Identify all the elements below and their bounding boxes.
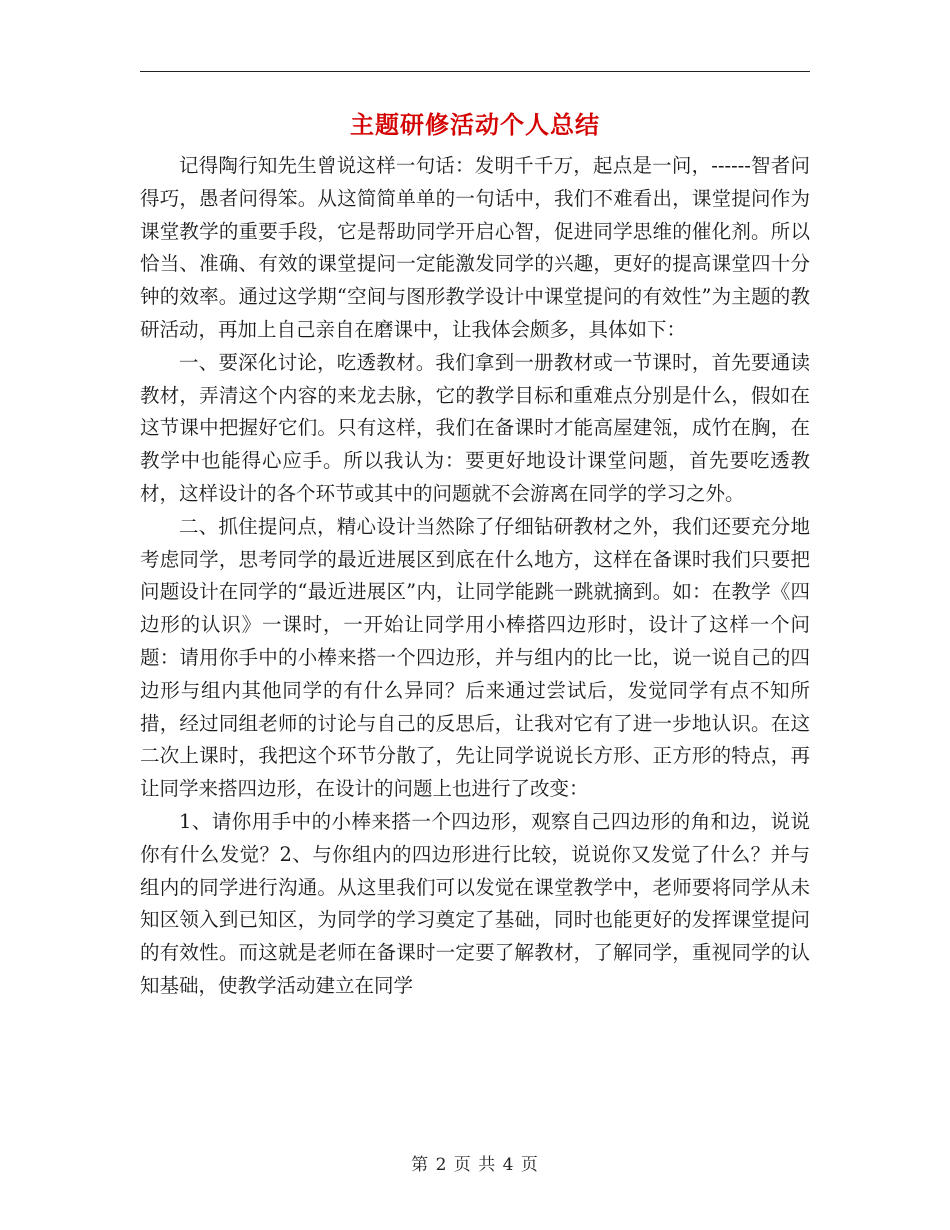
paragraph-point-one: 一、要深化讨论，吃透教材。我们拿到一册教材或一节课时，首先要通读教材，弄清这个内容的来龙去脉，它的教学目标和重难点分别是什么，假如在这节课中把握好它们。只有这样，我们在备课时才能高屋建瓴，成竹在胸，在教学中也能得心应手。所以我认为：要更好地设计课堂问题，首先要吃透教材，这样设计的各个环节或其中的问题就不会游离在同学的学习之外。 <box>140 350 810 505</box>
document-body <box>140 150 810 1003</box>
page-number-footer: 第 2 页 共 4 页 <box>411 1155 539 1175</box>
paragraph-point-two: 二、抓住提问点，精心设计当然除了仔细钻研教材之外，我们还要充分地考虑同学，思考同学的最近进展区到底在什么地方，这样在备课时我们只要把问题设计在同学的“最近进展区”内，让同学能跳一跳就摘到。如：在教学《四边形的认识》一课时，一开始让同学用小棒搭四边形时，设计了这样一个问题：请用你手中的小棒来搭一个四边形，并与组内的比一比，说一说自己的四边形与组内其他同学的有什么异同？后来通过尝试后，发觉同学有点不知所措，经过同组老师的讨论与自己的反思后，让我对它有了进一步地认识。在这二次上课时，我把这个环节分散了，先让同学说说长方形、正方形的特点，再让同学来搭四边形，在设计的问题上也进行了改变： <box>140 514 810 801</box>
header-rule <box>140 71 810 72</box>
document-title: 主题研修活动个人总结 <box>350 111 600 139</box>
paragraph-intro: 记得陶行知先生曾说这样一句话：发明千千万，起点是一问，------智者问得巧，愚者问得笨。从这简简单单的一句话中，我们不难看出，课堂提问作为课堂教学的重要手段，它是帮助同学开启心智，促进同学思维的催化剂。所以恰当、准确、有效的课堂提问一定能激发同学的兴趣，更好的提高课堂四十分钟的效率。通过这学期“空间与图形教学设计中课堂提问的有效性”为主题的教研活动，再加上自己亲自在磨课中，让我体会颇多，具体如下： <box>140 154 810 341</box>
paragraph-questions: 1、请你用手中的小棒来搭一个四边形，观察自己四边形的角和边，说说你有什么发觉？2、与你组内的四边形进行比较，说说你又发觉了什么？并与组内的同学进行沟通。从这里我们可以发觉在课堂教学中，老师要将同学从未知区领入到已知区，为同学的学习奠定了基础，同时也能更好的发挥课堂提问的有效性。而这就是老师在备课时一定要了解教材，了解同学，重视同学的认知基础，使教学活动建立在同学 <box>140 809 810 997</box>
